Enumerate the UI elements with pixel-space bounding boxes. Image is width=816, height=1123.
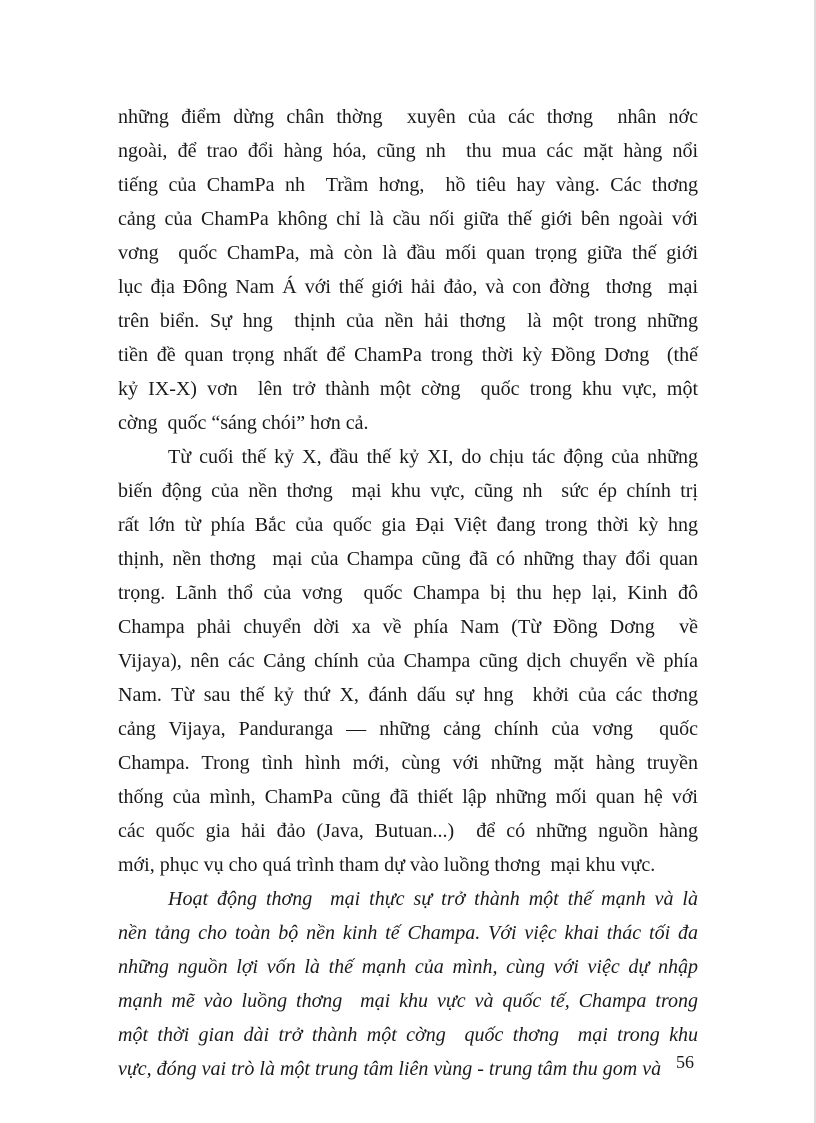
- paragraph: [118, 100, 698, 440]
- text-line: ngoài, để trao đổi hàng hóa, cũng nh thu mua các mặt hàng nổi: [118, 140, 698, 162]
- text-line: tiền đề quan trọng nhất để ChamPa trong thời kỳ Đồng Dơng (thế: [118, 344, 698, 366]
- text-line: các quốc gia hải đảo (Java, Butuan...) để có những nguồn hàng: [118, 820, 698, 842]
- text-line: cờng quốc “sáng chói” hơn cả.: [118, 412, 369, 434]
- text-line: cảng của ChamPa không chỉ là cầu nối giữa thế giới bên ngoài với: [118, 208, 698, 230]
- text-line: rất lớn từ phía Bắc của quốc gia Đại Việt đang trong thời kỳ hng: [118, 514, 698, 536]
- text-line: Hoạt động thơng mại thực sự trở thành một thế mạnh và là: [168, 888, 698, 910]
- paragraph: [118, 440, 698, 882]
- text-line: những nguồn lợi vốn là thế mạnh của mình, cùng với việc dự nhập: [118, 956, 698, 978]
- text-line: một thời gian dài trở thành một cờng quốc thơng mại trong khu: [118, 1024, 698, 1046]
- text-line: Champa. Trong tình hình mới, cùng với những mặt hàng truyền: [118, 752, 698, 774]
- text-line: trọng. Lãnh thổ của vơng quốc Champa bị thu hẹp lại, Kinh đô: [118, 582, 698, 604]
- body-text: [118, 100, 698, 1086]
- text-line: kỷ IX-X) vơn lên trở thành một cờng quốc trong khu vực, một: [118, 378, 698, 400]
- text-line: tiếng của ChamPa nh Trầm hơng, hồ tiêu hay vàng. Các thơng: [118, 174, 698, 196]
- text-line: nền tảng cho toàn bộ nền kinh tế Champa. Với việc khai thác tối đa: [118, 922, 698, 944]
- text-line: vơng quốc ChamPa, mà còn là đầu mối quan trọng giữa thế giới: [118, 242, 698, 264]
- text-line: cảng Vijaya, Panduranga — những cảng chính của vơng quốc: [118, 718, 698, 740]
- text-line: trên biển. Sự hng thịnh của nền hải thơng là một trong những: [118, 310, 698, 332]
- page-number: 56: [676, 1052, 694, 1072]
- text-line: Champa phải chuyển dời xa về phía Nam (Từ Đồng Dơng về: [118, 616, 698, 638]
- text-line: thống của mình, ChamPa cũng đã thiết lập những mối quan hệ với: [118, 786, 698, 808]
- text-line: mới, phục vụ cho quá trình tham dự vào luồng thơng mại khu vực.: [118, 854, 656, 876]
- text-line: vực, đóng vai trò là một trung tâm liên vùng - trung tâm thu gom và: [118, 1058, 662, 1080]
- text-line: Từ cuối thế kỷ X, đầu thế kỷ XI, do chịu tác động của những: [168, 446, 698, 468]
- text-line: Vijaya), nên các Cảng chính của Champa cũng dịch chuyển về phía: [118, 650, 698, 672]
- text-line: những điểm dừng chân thờng xuyên của các thơng nhân nớc: [118, 106, 698, 128]
- text-line: lục địa Đông Nam Á với thế giới hải đảo, và con đờng thơng mại: [118, 276, 698, 298]
- paragraph: [118, 882, 698, 1086]
- text-line: biến động của nền thơng mại khu vực, cũng nh sức ép chính trị: [118, 480, 698, 502]
- text-line: Nam. Từ sau thế kỷ thứ X, đánh dấu sự hng khởi của các thơng: [118, 684, 698, 706]
- text-line: thịnh, nền thơng mại của Champa cũng đã có những thay đổi quan: [118, 548, 698, 570]
- text-line: mạnh mẽ vào luồng thơng mại khu vực và quốc tế, Champa trong: [118, 990, 698, 1012]
